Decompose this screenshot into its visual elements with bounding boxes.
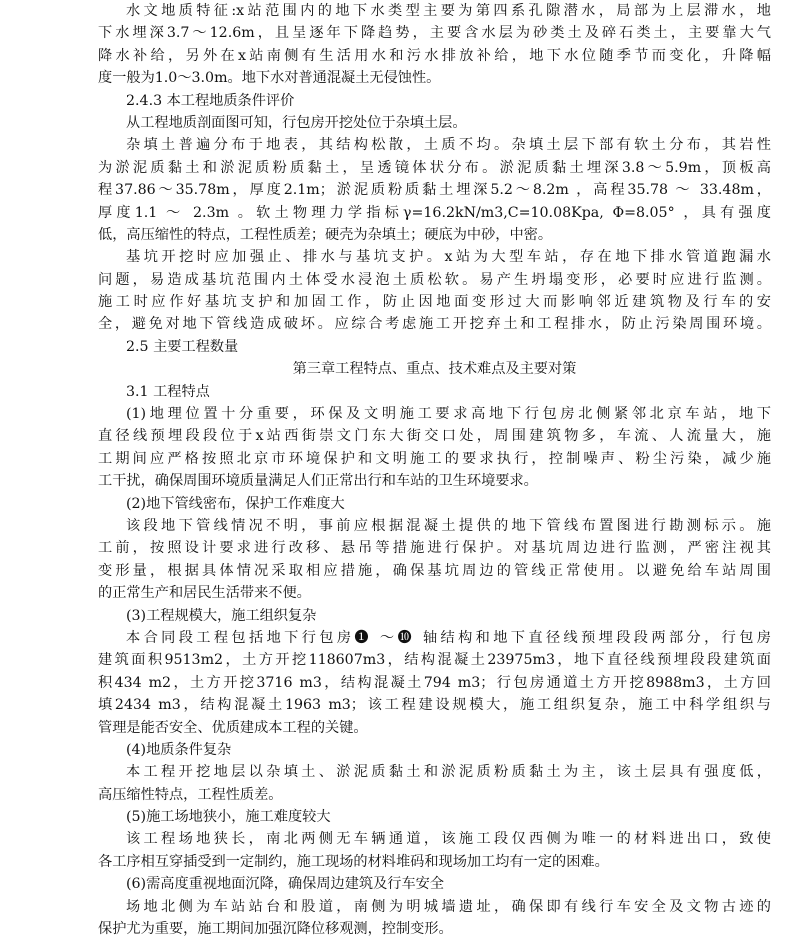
section-heading: 从工程地质剖面图可知，行包房开挖处位于杂填土层。: [126, 114, 467, 131]
text-line: 度一般为1.0～3.0m。地下水对普通混凝土无侵蚀性。: [98, 70, 441, 87]
text-line: 场地北侧为车站站台和股道，南侧为明城墙遗址，确保即有线行车安全及文物古迹的: [126, 898, 771, 915]
text-line: 的正常生产和居民生活带来不便。: [98, 585, 311, 602]
text-line: 高压缩性特点，工程性质差。: [98, 786, 283, 803]
text-line: (1)地理位置十分重要，环保及文明施工要求高地下行包房北侧紧邻北京车站，地下: [126, 406, 771, 423]
text-line: 厚度1.1 ～ 2.3m 。软土物理力学指标γ=16.2kN/m3,C=10.08Kpa, Φ=8.05° ，具有强度: [98, 204, 771, 221]
text-line: 建筑面积9513m2，土方开挖118607m3，结构混凝土23975m3，地下直径线预埋段段建筑面: [98, 652, 771, 669]
text-line: 该段地下管线情况不明，事前应根据混凝土提供的地下管线布置图进行勘测标示。施: [126, 517, 771, 534]
text-line: 施工时应作好基坑支护和加固工作，防止因地面变形过大而影响邻近建筑物及行车的安: [98, 294, 771, 311]
text-line: 变形量，根据具体情况采取相应措施，确保基坑周边的管线正常使用。以避免给车站周围: [98, 562, 771, 579]
text-line: 管理是能否安全、优质建成本工程的关键。: [98, 719, 368, 736]
text-line: 降水补给，另外在x站南侧有生活用水和污水排放补给，地下水位随季节而变化，升降幅: [98, 47, 771, 64]
section-heading: 2.5 主要工程数量: [126, 338, 239, 355]
text-line: 下水埋深3.7～12.6m，且呈逐年下降趋势，主要含水层为砂类土及碎石类土，主要靠大气: [98, 25, 771, 42]
text-line: 工干扰，确保周围环境质量满足人们正常出行和车站的卫生环境要求。: [98, 473, 538, 490]
text-line: 工前，按照设计要求进行改移、悬吊等措施进行保护。对基坑周边进行监测，严密注视其: [98, 540, 771, 557]
text-line: 填2434 m3，结构混凝土1963 m3；该工程建设规模大，施工组织复杂，施工中科学组织与: [98, 697, 771, 714]
text-line: 程37.86～35.78m，厚度2.1m；淤泥质粉质黏土埋深5.2～8.2m ，高程35.78 ～ 33.48m，: [98, 182, 771, 199]
text-line: 积434 m2，土方开挖3716 m3，结构混凝土794 m3；行包房通道土方开挖8988m3，土方回: [98, 674, 771, 691]
text-line: 保护尤为重要，施工期间加强沉降位移观测，控制变形。: [98, 921, 453, 938]
section-heading: (2)地下管线密布，保护工作难度大: [126, 495, 345, 512]
text-line: 直径线预埋段段位于x站西街崇文门东大街交口处，周围建筑物多，车流、人流量大，施: [98, 428, 771, 445]
text-line: 该工程场地狭长，南北两侧无车辆通道，该施工段仅西侧为唯一的材料进出口，致使: [126, 831, 771, 848]
section-heading: 第三章工程特点、重点、技术难点及主要对策: [292, 361, 577, 378]
text-line: 基坑开挖时应加强止、排水与基坑支护。x站为大型车站，存在地下排水管道跑漏水: [126, 249, 771, 266]
text-line: 低，高压缩性的特点，工程性质差；硬壳为杂填土；硬底为中砂，中密。: [98, 226, 553, 243]
text-line: 本工程开挖地层以杂填土、淤泥质黏土和淤泥质粉质黏土为主，该土层具有强度低，: [126, 764, 771, 781]
section-heading: (5)施工场地狭小，施工难度较大: [126, 809, 331, 826]
section-heading: (4)地质条件复杂: [126, 741, 232, 758]
text-line: 本合同段工程包括地下行包房❶ ～❿ 轴结构和地下直径线预埋段段两部分，行包房: [126, 629, 771, 646]
section-heading: (6)需高度重视地面沉降，确保周边建筑及行车安全: [126, 876, 445, 893]
text-line: 杂填土普遍分布于地表，其结构松散，土质不均。杂填土层下部有软土分布，其岩性: [126, 137, 771, 154]
text-line: 各工序相互穿插受到一定制约，施工现场的材料堆码和现场加工均有一定的困难。: [98, 853, 609, 870]
text-line: 问题，易造成基坑范围内土体受水浸泡土质松软。易产生坍塌变形，必要时应进行监测。: [98, 271, 771, 288]
section-heading: (3)工程规模大，施工组织复杂: [126, 607, 317, 624]
section-heading: 3.1 工程特点: [126, 383, 210, 400]
text-line: 工期间应严格按照北京市环境保护和文明施工的要求执行，控制噪声、粉尘污染，减少施: [98, 450, 771, 467]
text-line: 水文地质特征:x站范围内的地下水类型主要为第四系孔隙潜水，局部为上层滞水，地: [126, 3, 771, 19]
text-line: 为淤泥质黏土和淤泥质粉质黏土，呈透镜体状分布。淤泥质黏土埋深3.8～5.9m，顶板高: [98, 159, 771, 176]
text-line: 全，避免对地下管线造成破坏。应综合考虑施工开挖弃土和工程排水，防止污染周围环境。: [98, 316, 771, 333]
section-heading: 2.4.3 本工程地质条件评价: [126, 92, 295, 109]
